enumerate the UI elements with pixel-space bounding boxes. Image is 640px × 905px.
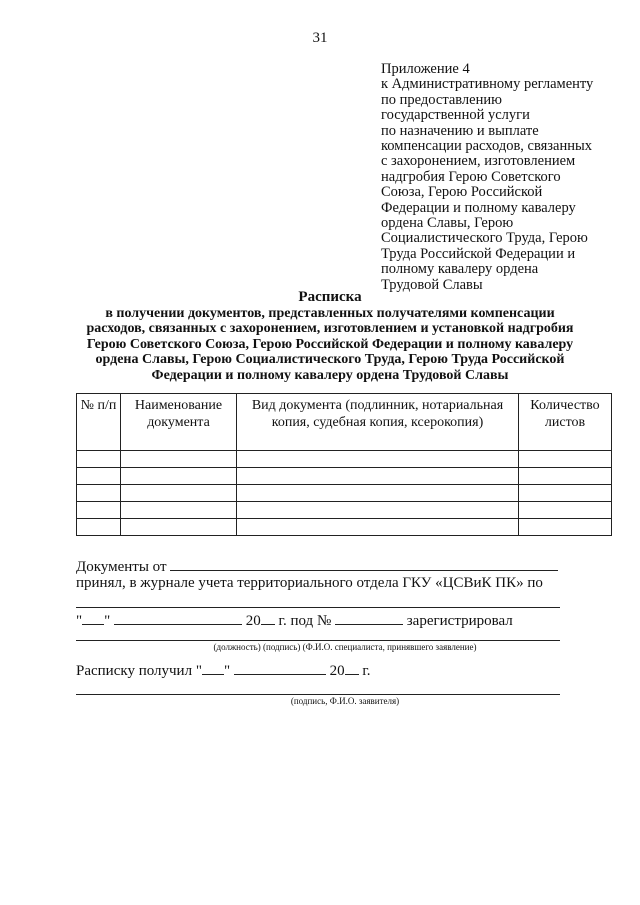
table-cell[interactable]: [77, 519, 121, 536]
table-cell[interactable]: [237, 485, 519, 502]
appendix-line: государственной услуги: [381, 107, 530, 124]
quote-open: ": [76, 613, 83, 629]
number-blank[interactable]: [335, 610, 403, 625]
month-blank[interactable]: [114, 610, 242, 625]
appendix-block: [381, 62, 631, 293]
appendix-line: по предоставлению: [381, 91, 502, 108]
table-cell[interactable]: [121, 485, 237, 502]
table-cell[interactable]: [519, 519, 612, 536]
appendix-line: ордена Славы, Герою: [381, 215, 514, 232]
caption-specialist: (должность) (подпись) (Ф.И.О. специалиста, принявшего заявление): [213, 642, 477, 652]
header-sheet-count: Количество листов: [519, 394, 612, 451]
receipt-title: Расписка: [298, 289, 362, 305]
docs-from-blank[interactable]: [170, 556, 558, 571]
appendix-line: Федерации и полному кавалеру: [381, 199, 576, 216]
table-cell[interactable]: [121, 468, 237, 485]
table-row: [77, 451, 612, 468]
docs-from-label: Документы от: [76, 559, 167, 575]
appendix-line: по назначению и выплате: [381, 122, 539, 139]
header-document-type: Вид документа (подлинник, нотариальная копия, судебная копия, ксерокопия): [237, 394, 519, 451]
table-cell[interactable]: [237, 451, 519, 468]
year2-prefix: 20: [329, 663, 345, 679]
receipt-subtitle-line: расходов, связанных с захоронением, изготовлением и установкой надгробия: [86, 321, 574, 336]
year2-suffix: г.: [362, 663, 371, 679]
table-cell[interactable]: [237, 519, 519, 536]
appendix-line: полному кавалеру ордена: [381, 261, 539, 278]
appendix-line: к Административному регламенту: [381, 76, 594, 93]
appendix-line: Союза, Герою Российской: [381, 184, 543, 201]
month2-blank[interactable]: [234, 660, 326, 675]
receipt-subtitle-line: Герою Советского Союза, Герою Российской Федерации и полному кавалеру: [86, 336, 574, 352]
accepted-blank-line[interactable]: [76, 607, 560, 608]
table-row: [77, 468, 612, 485]
year-prefix: 20: [245, 613, 261, 629]
header-number: № п/п: [77, 394, 121, 451]
quote-close: ": [104, 613, 111, 629]
accepted-row: [76, 575, 543, 592]
table-cell[interactable]: [519, 451, 612, 468]
receipt-received-row: [76, 660, 371, 680]
registered-label: зарегистрировал: [406, 613, 513, 629]
registration-row: [76, 610, 513, 630]
table-cell[interactable]: [77, 502, 121, 519]
table-cell[interactable]: [121, 519, 237, 536]
year-blank[interactable]: [261, 610, 275, 625]
documents-table: [76, 393, 612, 536]
table-cell[interactable]: [77, 468, 121, 485]
table-cell[interactable]: [237, 502, 519, 519]
table-header-row: [77, 394, 612, 451]
day2-blank[interactable]: [202, 660, 224, 675]
appendix-line: Социалистического Труда, Герою: [381, 230, 588, 247]
appendix-line: Трудовой Славы: [381, 276, 483, 293]
receipt-subtitle-line: Федерации и полному кавалеру ордена Трудовой Славы: [151, 367, 509, 383]
day-blank[interactable]: [82, 610, 104, 625]
appendix-line: компенсации расходов, связанных: [381, 138, 592, 155]
receipt-received-label: Расписку получил ": [76, 663, 202, 679]
accepted-label: принял, в журнале учета территориального отдела ГКУ «ЦСВиК ПК» по: [76, 575, 543, 591]
receipt-title-block: [60, 290, 600, 383]
applicant-signature-line[interactable]: [76, 694, 560, 695]
header-document-name: Наименование документа: [121, 394, 237, 451]
table-cell[interactable]: [519, 502, 612, 519]
appendix-line: Труда Российской Федерации и: [381, 245, 576, 262]
table-cell[interactable]: [121, 451, 237, 468]
receipt-subtitle-line: в получении документов, представленных получателями компенсации: [105, 305, 555, 321]
appendix-line: Приложение 4: [381, 61, 470, 77]
specialist-signature-line[interactable]: [76, 640, 560, 641]
page-number: 31: [312, 30, 328, 46]
table-cell[interactable]: [519, 485, 612, 502]
table-cell[interactable]: [519, 468, 612, 485]
table-cell[interactable]: [77, 451, 121, 468]
table-cell[interactable]: [77, 485, 121, 502]
year2-blank[interactable]: [345, 660, 359, 675]
appendix-line: с захоронением, изготовлением: [381, 153, 576, 170]
receipt-subtitle-line: ордена Славы, Герою Социалистического Труда, Герою Труда Российской: [95, 352, 565, 367]
docs-from-row: [76, 556, 558, 576]
caption-applicant: (подпись, Ф.И.О. заявителя): [290, 696, 400, 706]
quote-close-2: ": [223, 663, 231, 679]
table-row: [77, 485, 612, 502]
year-suffix: г. под №: [278, 613, 332, 629]
table-cell[interactable]: [121, 502, 237, 519]
appendix-line: надгробия Герою Советского: [381, 168, 561, 185]
table-cell[interactable]: [237, 468, 519, 485]
table-row: [77, 519, 612, 536]
table-row: [77, 502, 612, 519]
